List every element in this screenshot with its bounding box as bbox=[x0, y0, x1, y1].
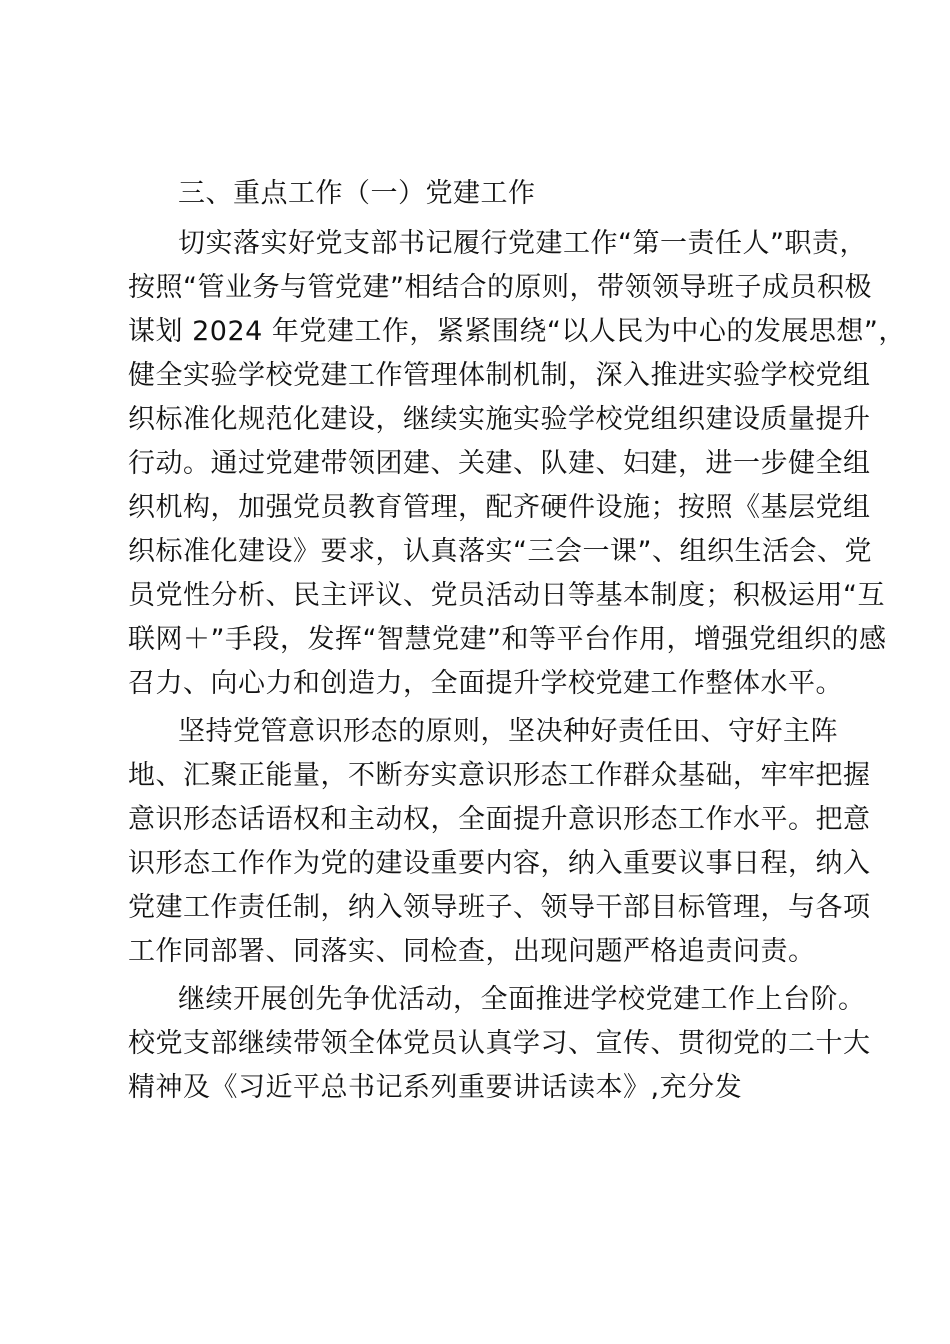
paragraph-line: 意识形态话语权和主动权，全面提升意识形态工作水平。把意 bbox=[128, 804, 871, 835]
paragraph-line: 坚持党管意识形态的原则，坚决种好责任田、守好主阵 bbox=[178, 716, 838, 747]
paragraph-line: 工作同部署、同落实、同检查，出现问题严格追责问责。 bbox=[128, 936, 816, 967]
paragraph-line: 切实落实好党支部书记履行党建工作“第一责任人”职责， bbox=[178, 228, 867, 259]
paragraph-line: 织标准化建设》要求，认真落实“三会一课”、组织生活会、党 bbox=[128, 536, 872, 567]
paragraph-line: 织标准化规范化建设，继续实施实验学校党组织建设质量提升 bbox=[128, 404, 871, 435]
paragraph-line: 健全实验学校党建工作管理体制机制，深入推进实验学校党组 bbox=[128, 360, 871, 391]
paragraph-line: 谋划 2024 年党建工作，紧紧围绕“以人民为中心的发展思想”， bbox=[128, 316, 906, 347]
paragraph-line: 地、汇聚正能量，不断夯实意识形态工作群众基础，牢牢把握 bbox=[128, 760, 871, 791]
paragraph-line: 召力、向心力和创造力，全面提升学校党建工作整体水平。 bbox=[128, 668, 843, 699]
paragraph-line: 员党性分析、民主评议、党员活动日等基本制度；积极运用“互 bbox=[128, 580, 885, 611]
paragraph-line: 行动。通过党建带领团建、关建、队建、妇建，进一步健全组 bbox=[128, 448, 871, 479]
paragraph-line: 精神及《习近平总书记系列重要讲话读本》,充分发 bbox=[128, 1072, 743, 1103]
paragraph-line: 继续开展创先争优活动，全面推进学校党建工作上台阶。 bbox=[178, 984, 866, 1015]
paragraph-line: 按照“管业务与管党建”相结合的原则，带领领导班子成员积极 bbox=[128, 272, 872, 303]
paragraph-line: 联网＋”手段，发挥“智慧党建”和等平台作用，增强党组织的感 bbox=[128, 624, 887, 655]
paragraph-line: 党建工作责任制，纳入领导班子、领导干部目标管理，与各项 bbox=[128, 892, 871, 923]
paragraph-line: 校党支部继续带领全体党员认真学习、宣传、贯彻党的二十大 bbox=[128, 1028, 871, 1059]
paragraph-line: 识形态工作作为党的建设重要内容，纳入重要议事日程，纳入 bbox=[128, 848, 871, 879]
section-heading: 三、重点工作（一）党建工作 bbox=[178, 178, 536, 209]
paragraph-line: 织机构，加强党员教育管理，配齐硬件设施；按照《基层党组 bbox=[128, 492, 871, 523]
